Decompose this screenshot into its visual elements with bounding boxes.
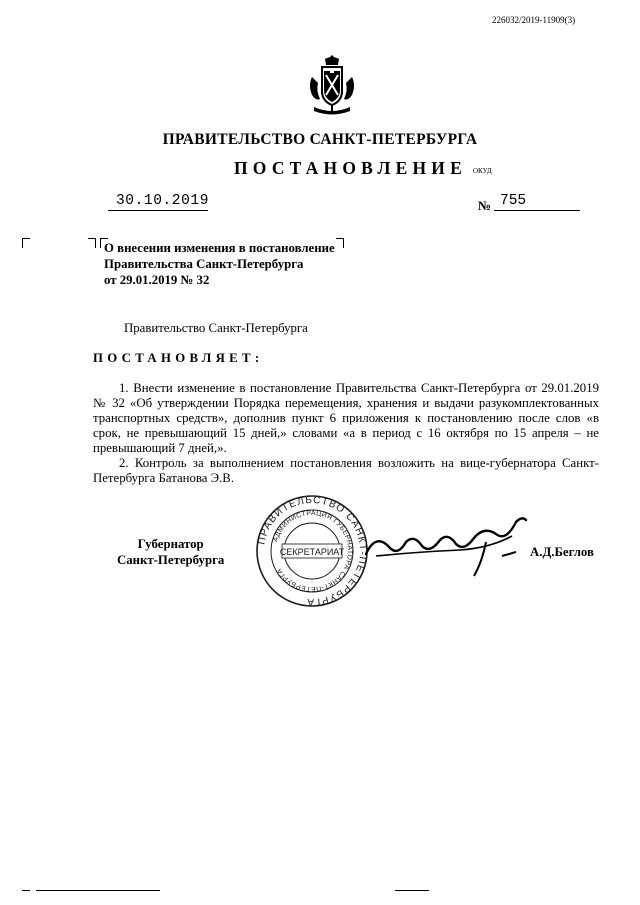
preamble: Правительство Санкт-Петербурга (124, 321, 308, 335)
paragraph: 2. Контроль за выполнением постановления возложить на вице-губернатора Санкт-Петербурга Батанова Э.В. (93, 456, 599, 485)
position-line: Губернатор (137, 537, 204, 551)
seal-inner-text: АДМИНИСТРАЦИЯ ГУБЕРНАТОРА САНКТ-ПЕТЕРБУРГА (272, 509, 354, 593)
document-number: 226032/2019-11909(3) (492, 15, 576, 25)
coat-of-arms-icon (306, 55, 358, 115)
number-label: № (478, 198, 492, 213)
footer-rule (395, 890, 429, 891)
handwritten-signature (356, 512, 532, 582)
subject-line: О внесении изменения в постановление (104, 241, 335, 255)
subject-line: Правительства Санкт-Петербурга (104, 257, 304, 271)
subject-line: от 29.01.2019 № 32 (104, 273, 210, 287)
signatory-position (117, 536, 224, 568)
margin-corner-mark (22, 238, 30, 248)
decree-word: ПОСТАНОВЛЯЕТ: (93, 351, 264, 365)
footer-rule (22, 890, 30, 891)
seal-outer-text: ПРАВИТЕЛЬСТВО САНКТ-ПЕТЕРБУРГА (256, 495, 368, 607)
resolution-date: 30.10.2019 (116, 193, 210, 209)
number-underline (494, 210, 580, 211)
resolution-number: 755 (500, 193, 527, 209)
resolution-subject (104, 240, 335, 288)
subject-corner-mark (336, 238, 344, 248)
seal-center-text: СЕКРЕТАРИАТ (279, 547, 345, 557)
footer-rule (36, 890, 160, 891)
signatory-name: А.Д.Беглов (530, 545, 594, 559)
paragraph: 1. Внести изменение в постановление Правительства Санкт-Петербурга от 29.01.2019 № 32 «Об утверждении Порядка перемещения, хранения и выдачи разукомплектованных транспортных средств», дополнив пункт 6 приложения к постановлению после слов «в срок, не превышающий 15 дней,» словами «а в период с 16 октября по 15 апреля – не превышающий 7 дней,». (93, 381, 599, 455)
resolution-body (93, 381, 599, 486)
date-underline (108, 210, 208, 211)
position-line: Санкт-Петербурга (117, 553, 225, 567)
margin-corner-mark (88, 238, 96, 248)
official-seal (256, 495, 368, 607)
resolution-title: ПОСТАНОВЛЕНИЕ (234, 158, 467, 178)
government-title: ПРАВИТЕЛЬСТВО САНКТ-ПЕТЕРБУРГА (162, 131, 478, 148)
okud-label: ОКУД (473, 167, 492, 175)
